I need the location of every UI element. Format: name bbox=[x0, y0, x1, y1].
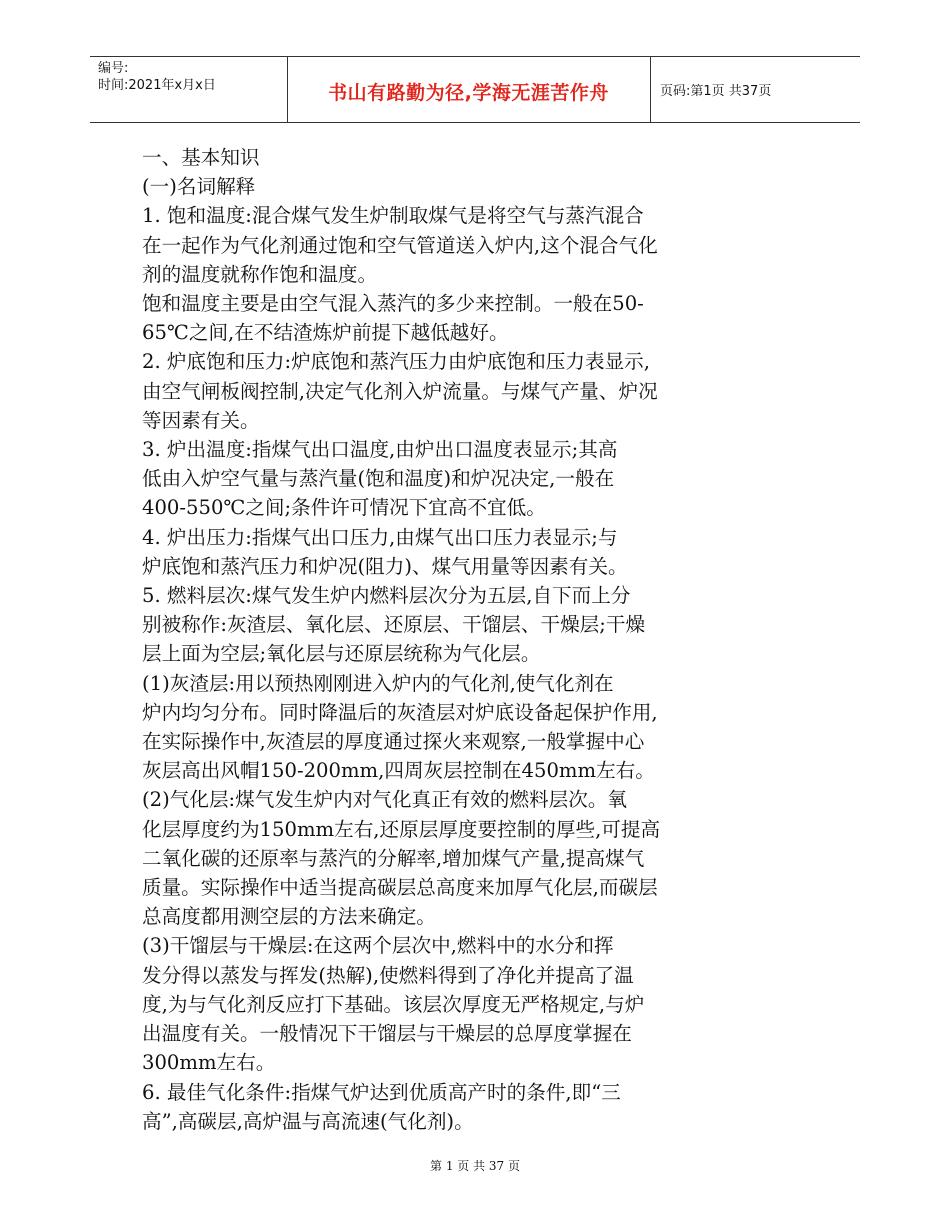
text-line: (1)灰渣层:用以预热刚刚进入炉内的气化剂,使气化剂在 bbox=[142, 671, 614, 695]
text-line: 饱和温度主要是由空气混入蒸汽的多少来控制。一般在50- bbox=[142, 292, 644, 316]
header-top-rule bbox=[90, 56, 860, 57]
text-line: 剂的温度就称作饱和温度。 bbox=[142, 262, 378, 286]
header-page-info: 页码:第1页 共37页 bbox=[660, 84, 772, 99]
text-line: (3)干馏层与干燥层:在这两个层次中,燃料中的水分和挥 bbox=[142, 934, 614, 958]
section-heading: 一、基本知识 bbox=[142, 146, 260, 169]
text-line: 总高度都用测空层的方法来确定。 bbox=[142, 905, 436, 929]
text-line: 3. 炉出温度:指煤气出口温度,由炉出口温度表显示;其高 bbox=[142, 438, 618, 462]
text-line: 65℃之间,在不结渣炼炉前提下越低越好。 bbox=[142, 321, 509, 345]
header-meta bbox=[98, 60, 216, 94]
text-line: (2)气化层:煤气发生炉内对气化真正有效的燃料层次。氧 bbox=[142, 788, 628, 812]
text-line: 炉底饱和蒸汽压力和炉况(阻力)、煤气用量等因素有关。 bbox=[142, 554, 628, 578]
text-line: 高”,高碳层,高炉温与高流速(气化剂)。 bbox=[142, 1109, 474, 1133]
text-line: 在实际操作中,灰渣层的厚度通过探火来观察,一般掌握中心 bbox=[142, 730, 645, 754]
text-line: 由空气闸板阀控制,决定气化剂入炉流量。与煤气产量、炉况 bbox=[142, 379, 658, 403]
text-line: 二氧化碳的还原率与蒸汽的分解率,增加煤气产量,提高煤气 bbox=[142, 846, 645, 870]
document-body bbox=[142, 143, 822, 1136]
text-line: 300mm左右。 bbox=[142, 1051, 276, 1075]
text-line: 出温度有关。一般情况下干馏层与干燥层的总厚度掌握在 bbox=[142, 1022, 632, 1046]
page-footer: 第 1 页 共 37 页 bbox=[430, 1159, 520, 1173]
text-line: 400-550℃之间;条件许可情况下宜高不宜低。 bbox=[142, 496, 546, 520]
text-line: 质量。实际操作中适当提高碳层总高度来加厚气化层,而碳层 bbox=[142, 876, 658, 900]
text-line: 低由入炉空气量与蒸汽量(饱和温度)和炉况决定,一般在 bbox=[142, 467, 615, 491]
number-label: 编号: bbox=[98, 61, 129, 76]
text-line: 等因素有关。 bbox=[142, 408, 260, 432]
text-line: 2. 炉底饱和压力:炉底饱和蒸汽压力由炉底饱和压力表显示, bbox=[142, 350, 651, 374]
text-line: 别被称作:灰渣层、氧化层、还原层、干馏层、干燥层;干燥 bbox=[142, 613, 646, 637]
text-line: 在一起作为气化剂通过饱和空气管道送入炉内,这个混合气化 bbox=[142, 233, 658, 257]
subsection-heading: (一)名词解释 bbox=[142, 175, 256, 199]
text-line: 灰层高出风帽150-200mm,四周灰层控制在450mm左右。 bbox=[142, 759, 655, 783]
text-line: 发分得以蒸发与挥发(热解),使燃料得到了净化并提高了温 bbox=[142, 963, 634, 987]
header-motto: 书山有路勤为径,学海无涯苦作舟 bbox=[328, 82, 609, 104]
text-line: 4. 炉出压力:指煤气出口压力,由煤气出口压力表显示;与 bbox=[142, 525, 618, 549]
text-line: 炉内均匀分布。同时降温后的灰渣层对炉底设备起保护作用, bbox=[142, 700, 658, 724]
text-line: 层上面为空层;氧化层与还原层统称为气化层。 bbox=[142, 642, 541, 666]
text-line: 5. 燃料层次:煤气发生炉内燃料层次分为五层,自下而上分 bbox=[142, 584, 631, 608]
header-divider-right bbox=[650, 56, 651, 122]
text-line: 1. 饱和温度:混合煤气发生炉制取煤气是将空气与蒸汽混合 bbox=[142, 204, 644, 228]
time-label: 时间:2021年x月x日 bbox=[98, 78, 216, 93]
text-line: 化层厚度约为150mm左右,还原层厚度要控制的厚些,可提高 bbox=[142, 817, 661, 841]
text-line: 6. 最佳气化条件:指煤气炉达到优质高产时的条件,即“三 bbox=[142, 1080, 621, 1104]
header-bottom-rule bbox=[90, 122, 860, 123]
text-line: 度,为与气化剂反应打下基础。该层次厚度无严格规定,与炉 bbox=[142, 992, 645, 1016]
